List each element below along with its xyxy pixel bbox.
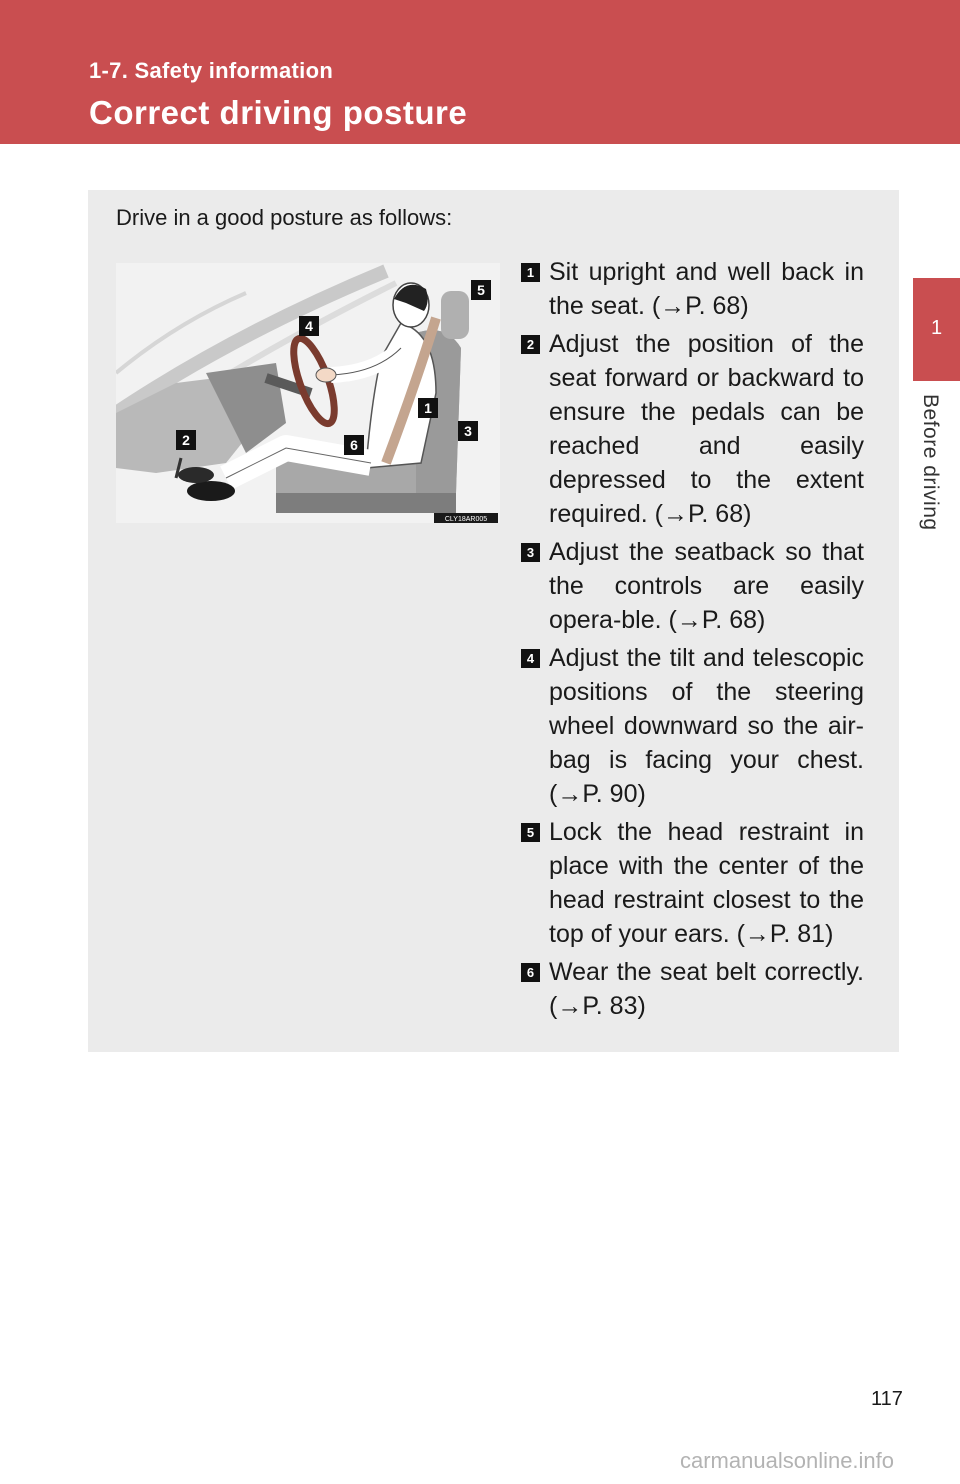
step-number: 1 [521,263,540,282]
image-code: CLY18AR005 [444,516,488,523]
page-number: 117 [871,1388,903,1410]
chapter-tab[interactable]: 1 [913,278,960,381]
list-item [520,815,864,951]
page-title: Correct driving posture [89,94,468,131]
step-number: 6 [521,963,540,982]
list-item [520,255,864,323]
list-item [520,327,864,531]
step-number: 2 [521,335,540,354]
step-text: Lock the head restraint in place with the center of the head restraint closest to the top of your ears. (→P. 81) [549,818,864,948]
list-item [520,955,864,1023]
step-number: 3 [521,543,540,562]
watermark-link[interactable]: carmanualsonline.info [680,1448,895,1473]
driving-posture-illustration [116,263,500,523]
callout-5 [471,280,491,300]
svg-text:3: 3 [464,423,472,439]
step-text: Adjust the tilt and telescopic positions of the steering wheel downward so the air-bag is facing your chest. (→P. 90) [549,644,864,808]
svg-text:5: 5 [477,282,485,298]
step-text: Adjust the seatback so that the controls are easily opera-ble. (→P. 68) [549,538,864,634]
callout-3 [458,421,478,441]
step-text: Adjust the position of the seat forward or backward to ensure the pedals can be reached and easily depressed to the extent required. (→P. 68) [549,330,864,528]
intro-text: Drive in a good posture as follows: [116,205,453,230]
svg-text:1: 1 [424,400,432,416]
step-number: 4 [521,649,540,668]
svg-text:2: 2 [182,432,190,448]
step-number: 5 [521,823,540,842]
header-banner [0,0,960,144]
svg-text:6: 6 [350,437,358,453]
chapter-label: Before driving [919,394,942,531]
callout-4 [299,316,319,336]
step-text: Wear the seat belt correctly. (→P. 83) [549,958,864,1020]
step-text: Sit upright and well back in the seat. (→P. 68) [549,258,864,320]
callout-1 [418,398,438,418]
list-item [520,535,864,637]
svg-text:4: 4 [305,318,313,334]
section-label: 1-7. Safety information [89,58,334,83]
callout-6 [344,435,364,455]
list-item [520,641,864,811]
posture-steps-list [520,255,864,1027]
driver-seat-drawing [116,263,500,523]
callout-2 [176,430,196,450]
